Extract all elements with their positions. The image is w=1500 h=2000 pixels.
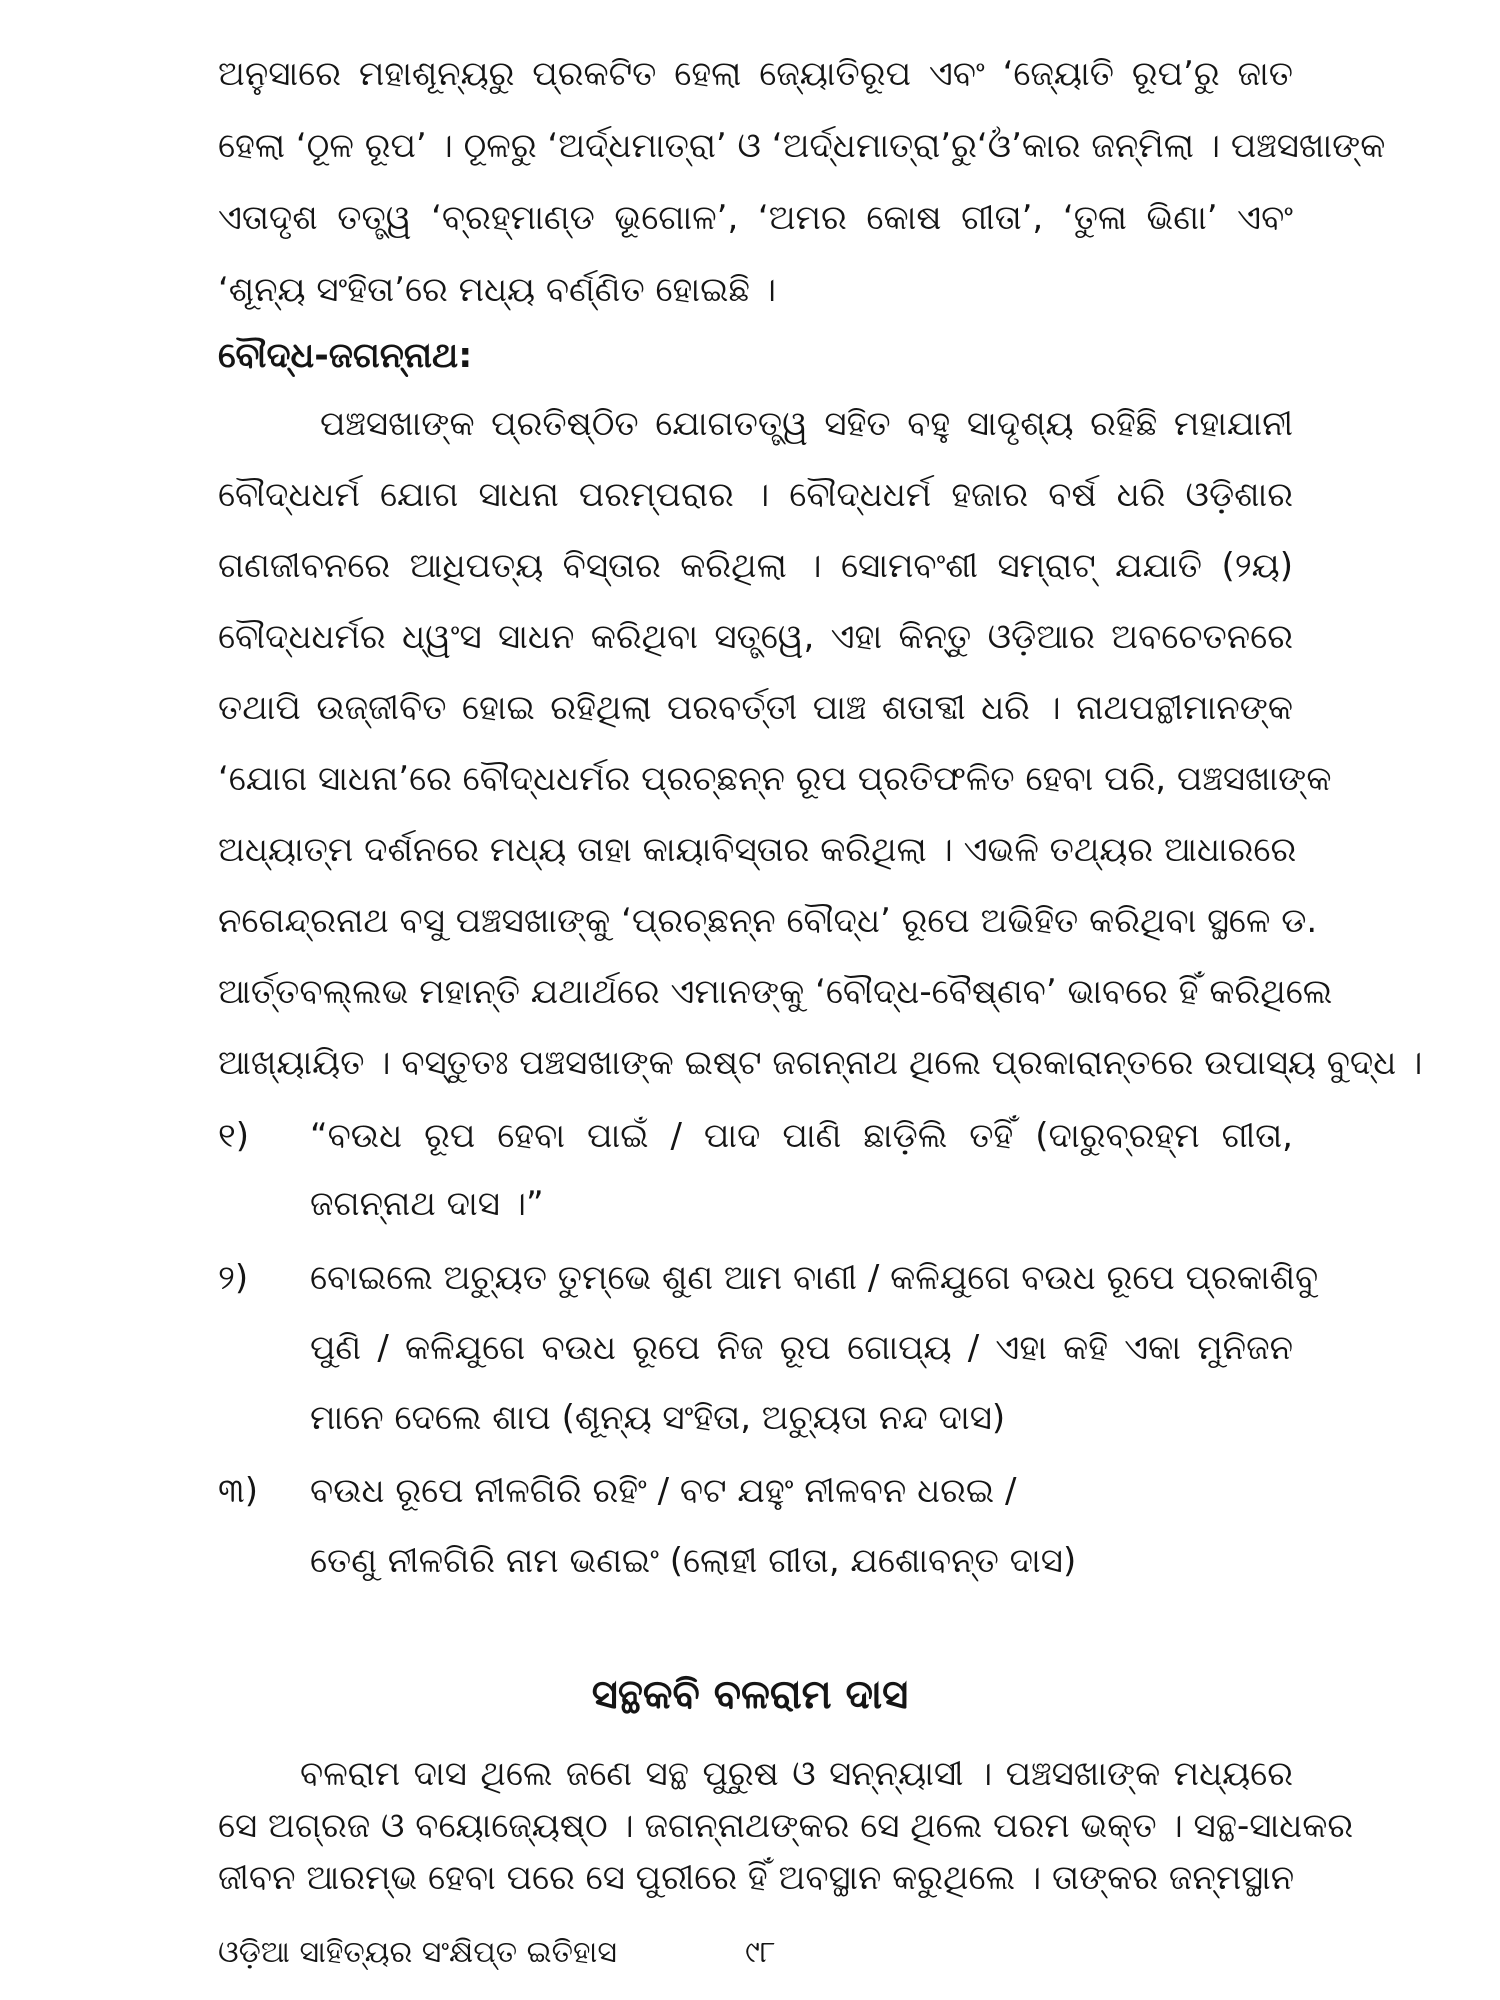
paragraph-line: ଆଖ୍ୟାୟିତ । ବସ୍ତୁତଃ ପଞ୍ଚସଖାଙ୍କ ଇଷ୍ଟ ଜଗନ୍ନାଥ ଥିଲେ ପ୍ରକାରାନ୍ତରେ ଉପାସ୍ୟ ବୁଦ୍ଧ । bbox=[218, 1043, 1423, 1083]
paragraph-line: ଜୀବନ ଆରମ୍ଭ ହେବା ପରେ ସେ ପୁରୀରେ ହିଁ ଅବସ୍ଥାନ କରୁଥିଲେ । ତାଙ୍କର ଜନ୍ମସ୍ଥାନ bbox=[218, 1858, 1295, 1898]
paragraph-line: ଅଧ୍ୟାତ୍ମ ଦର୍ଶନରେ ମଧ୍ୟ ତାହା କାୟାବିସ୍ତାର କରିଥିଲା । ଏଭଳି ତଥ୍ୟର ଆଧାରରେ bbox=[218, 830, 1297, 870]
footer-book-title: ଓଡ଼ିଆ ସାହିତ୍ୟର ସଂକ୍ଷିପ୍ତ ଇତିହାସ bbox=[218, 1935, 617, 1970]
paragraph-line: ‘ଯୋଗ ସାଧନା’ରେ ବୌଦ୍ଧଧର୍ମର ପ୍ରଚ୍ଛନ୍ନ ରୂପ ପ୍ରତିଫଳିତ ହେବା ପରି, ପଞ୍ଚସଖାଙ୍କ bbox=[218, 759, 1332, 799]
paragraph-line: ଏତାଦୃଶ ତତ୍ତ୍ୱ ‘ବ୍ରହ୍ମାଣ୍ଡ ଭୂଗୋଳ’, ‘ଅମର କୋଷ ଗୀତା’, ‘ତୁଳା ଭିଣା’ ଏବଂ bbox=[218, 198, 1293, 238]
list-item-line: ପୁଣି / କଳିଯୁଗେ ବଉଧ ରୂପେ ନିଜ ରୂପ ଗୋପ୍ୟ / ଏହା କହି ଏକା ମୁନିଜନ bbox=[310, 1328, 1293, 1368]
list-item-line: “ବଉଧ ରୂପ ହେବା ପାଇଁ / ପାଦ ପାଣି ଛାଡ଼ିଲି ତହିଁ (ଦାରୁବ୍ରହ୍ମ ଗୀତା, bbox=[310, 1116, 1293, 1156]
list-item-line: ଜଗନ୍ନାଥ ଦାସ ।” bbox=[310, 1184, 544, 1224]
list-number: ୧) bbox=[218, 1116, 249, 1156]
paragraph-line: ବଳରାମ ଦାସ ଥିଲେ ଜଣେ ସନ୍ଥ ପୁରୁଷ ଓ ସନ୍ନ୍ୟାସୀ । ପଞ୍ଚସଖାଙ୍କ ମଧ୍ୟରେ bbox=[300, 1754, 1293, 1794]
paragraph-line: ବୌଦ୍ଧଧର୍ମ ଯୋଗ ସାଧନା ପରମ୍ପରାର । ବୌଦ୍ଧଧର୍ମ ହଜାର ବର୍ଷ ଧରି ଓଡ଼ିଶାର bbox=[218, 475, 1293, 515]
paragraph-line: ଆର୍ତ୍ତବଲ୍ଲଭ ମହାନ୍ତି ଯଥାର୍ଥରେ ଏମାନଙ୍କୁ ‘ବୌଦ୍ଧ-ବୈଷ୍ଣବ’ ଭାବରେ ହିଁ କରିଥିଲେ bbox=[218, 972, 1333, 1012]
footer-page-number: ୯୮ bbox=[745, 1935, 776, 1970]
paragraph-line: ଗଣଜୀବନରେ ଆଧିପତ୍ୟ ବିସ୍ତାର କରିଥିଲା । ସୋମବଂଶୀ ସମ୍ରାଟ୍ ଯଯାତି (୨ୟ) bbox=[218, 546, 1293, 586]
list-item-line: ବଉଧ ରୂପେ ନୀଳଗିରି ରହିଂ / ବଟ ଯହୁଂ ନୀଳବନ ଧରଇ / bbox=[310, 1471, 1017, 1511]
list-item-line: ବୋଇଲେ ଅଚ୍ୟୁତ ତୁମ୍ଭେ ଶୁଣ ଆମ ବାଣୀ / କଳିଯୁଗେ ବଉଧ ରୂପେ ପ୍ରକାଶିବୁ bbox=[310, 1258, 1319, 1298]
paragraph-line: ସେ ଅଗ୍ରଜ ଓ ବୟୋଜ୍ୟେଷ୍ଠ । ଜଗନ୍ନାଥଙ୍କର ସେ ଥିଲେ ପରମ ଭକ୍ତ । ସନ୍ଥ-ସାଧକର bbox=[218, 1806, 1354, 1846]
paragraph-line: ହେଲା ‘ଠୂଳ ରୂପ’ । ଠୂଳରୁ ‘ଅର୍ଦ୍ଧମାତ୍ରା’ ଓ ‘ଅର୍ଦ୍ଧମାତ୍ରା’ରୁ‘ଓଁ’କାର ଜନ୍ମିଲା । ପଞ୍ଚସଖାଙ୍କ bbox=[218, 126, 1386, 166]
list-number: ୩) bbox=[218, 1471, 258, 1511]
paragraph-line: ଅନୁସାରେ ମହାଶୂନ୍ୟରୁ ପ୍ରକଟିତ ହେଲା ଜ୍ୟୋତିରୂପ ଏବଂ ‘ଜ୍ୟୋତି ରୂପ’ରୁ ଜାତ bbox=[218, 54, 1293, 94]
paragraph-line: ବୌଦ୍ଧଧର୍ମର ଧ୍ୱଂସ ସାଧନ କରିଥିବା ସତ୍ତ୍ୱେ, ଏହା କିନ୍ତୁ ଓଡ଼ିଆର ଅବଚେତନରେ bbox=[218, 617, 1293, 657]
paragraph-line: ତଥାପି ଉଜ୍ଜୀବିତ ହୋଇ ରହିଥିଲା ପରବର୍ତ୍ତୀ ପାଞ୍ଚ ଶତାବ୍ଦୀ ଧରି । ନାଥପନ୍ଥୀମାନଙ୍କ bbox=[218, 688, 1293, 728]
list-item-line: ତେଣୁ ନୀଳଗିରି ନାମ ଭଣଇଂ (ଲୋହୀ ଗୀତା, ଯଶୋବନ୍ତ ଦାସ) bbox=[310, 1541, 1077, 1581]
paragraph-line: ନଗେନ୍ଦ୍ରନାଥ ବସୁ ପଞ୍ଚସଖାଙ୍କୁ ‘ପ୍ରଚ୍ଛନ୍ନ ବୌଦ୍ଧ’ ରୂପେ ଅଭିହିତ କରିଥିବା ସ୍ଥଳେ ଡ. bbox=[218, 901, 1318, 941]
list-item-line: ମାନେ ଦେଲେ ଶାପ (ଶୂନ୍ୟ ସଂହିତା, ଅଚ୍ୟୁତା ନନ୍ଦ ଦାସ) bbox=[310, 1398, 1006, 1438]
chapter-title: ସନ୍ଥକବି ବଳରାମ ଦାସ bbox=[591, 1672, 909, 1718]
paragraph-line: ପଞ୍ଚସଖାଙ୍କ ପ୍ରତିଷ୍ଠିତ ଯୋଗତତ୍ତ୍ୱ ସହିତ ବହୁ ସାଦୃଶ୍ୟ ରହିଛି ମହାଯାନୀ bbox=[320, 404, 1293, 444]
paragraph-line: ‘ଶୂନ୍ୟ ସଂହିତା’ରେ ମଧ୍ୟ ବର୍ଣ୍ଣିତ ହୋଇଛି । bbox=[218, 270, 777, 310]
section-heading: ବୌଦ୍ଧ-ଜଗନ୍ନାଥ: bbox=[218, 336, 473, 376]
list-number: ୨) bbox=[218, 1258, 249, 1298]
